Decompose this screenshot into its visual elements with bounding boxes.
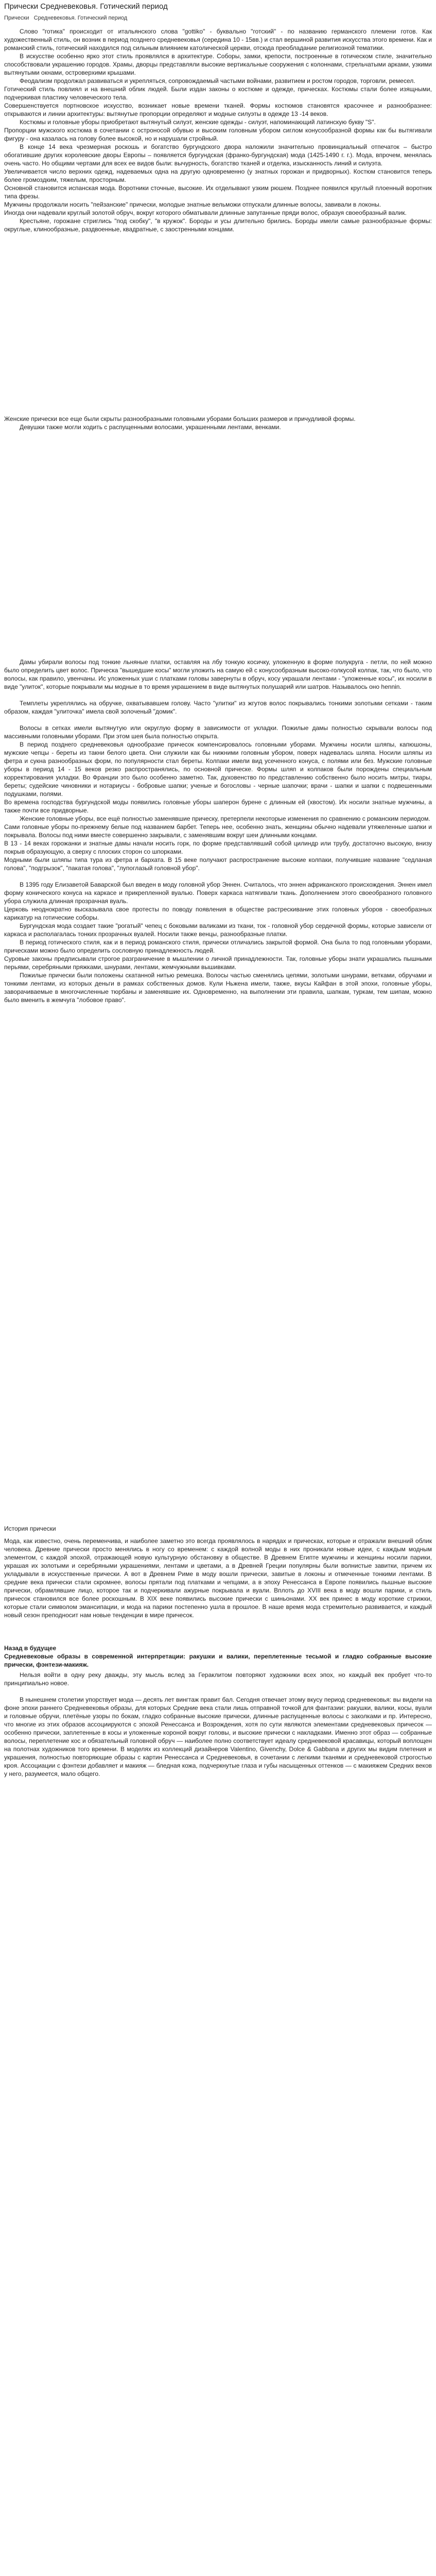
spacer [4, 1619, 432, 1644]
paragraph: Феодализм продолжал развиваться и укрепляться, сопровождаемый частыми войнами, развитием и ростом городов, торговли, ремесел. [20, 77, 415, 84]
paragraph: В искусстве особенно ярко этот стиль проявлялся в архитектуре. Соборы, замки, крепости, построенные в готическом стиле, значительно способствовали украшению городов. Храмы, дворцы представляли высокие вертикальные сооружения с колоннами, стрельчатыми арками, узкими вытянутыми окнами, островерхими крышами. [4, 53, 432, 76]
paragraph: Девушки также могли ходить с распущенными волосами, украшенными лентами, венками. [20, 423, 281, 431]
paragraph: В период позднего средневековья однообразие причесок компенсировалось головными уборами. Мужчины носили шляпы, капюшоны, мужские чепцы - береты из такни белого цвета. Они служили как бы нижними головным убором, поверх надевалась шляпа. Носили шляпы из фетра и сукна разнообразных форм, по популярности стал береты. Колпаки имели вид усеченного конуса, с полями или без. Мужские головные уборы в период 14 - 15 веков резко распространялись, по основной прическе. Формы шляп и колпаков были порождены специальным корректирования укладки. Во Франции это было особенно заметно. Так, духовенство по представлению собственно было носить митры, тиары, береты; судейские чиновники и нотариусы - бобровые шапки; ученые и богословы - черные шапочки; врачи - шапки и шапки с подвешенными подушками, полями. [4, 741, 432, 798]
paragraph: Мода, как известно, очень переменчива, и наиболее заметно это всегда проявлялось в нарядах и прическах, которые и отражали внешний облик человека. Древние прически просто менялись в ногу со временем: с каждой волной моды в них проникали новые идеи, с каждым модным элементом, с каждой эпохой, отражающей новую культурную обстановку в обществе. В Древнем Египте мужчины и женщины носили парики, украшая их золотыми и серебряными украшениями, лентами и цветами, а в Древней Греции популярны были волнистые завитки, причем их укладывали в искусственные прически. А вот в Древнем Риме в моду вошли прически, завитые в локоны и отмеченные тонкими лентами. В средние века прически стали скромнее, волосы прятали под платками и чепцами, а в эпоху Ренессанса в Европе появились пышные высокие прически, обрамлявшие лицо, которое так и подчеркивали ажурные покрывала и вуали. Вплоть до XVIII века в моду вошли парики, и стиль причесок становился все более роскошным. В XIX веке появились высокие прически с шиньонами. XX век принес в моду короткие стрижки, которые стали символом эмансипации, и мода на парики постепенно ушла в прошлое. В наше время мода стремительно развивается, и каждый новый сезон преподносит нам новые тенденции в мире причесок. [4, 1537, 432, 1619]
paragraph: Мужчины продолжали носить "пейзанские" прически, молодые знатные вельможи отпускали длинные волосы, завивали в локоны. [4, 201, 381, 208]
paragraph: В конце 14 века чрезмерная роскошь и богатство бургундского двора наложили значительно провинциальный отпечаток – быстро обогатившие других королевские дворы Европы – появляется бургундская (франко-бургундская) мода (1425-1490 г. г.). Мода, впрочем, менялась очень часто. Но общими чертами для всех ее видов были: вычурность, богатство тканей и отделка, изысканность линий и силуэта. [4, 143, 432, 167]
page-title: Прически Средневековья. Готический период [4, 2, 168, 11]
paragraph: Готический стиль повлиял и на внешний облик людей. Были издан законы о костюме и одежде, прическах. Костюмы стали более изящными, подчеркивая пластику человеческого тела. [4, 86, 432, 101]
paragraph: В 1395 году Елизаветой Баварской был введен в моду головной убор Эннен. Считалось, что эннен африканского происхождения. Эннен имел форму конического конуса на каркасе и прикрепленной вуалью. Поверх каркаса натягивали ткань. Дополнением этого своеобразного головного убора служила длинная прозрачная вуаль. [4, 881, 432, 905]
paragraph: Волосы в сетках имели вытянутую или округлую форму в зависимости от укладки. Пожилые дамы полностью скрывали волосы под массивными головными уборами. При этом шея была полностью открыта. [4, 724, 432, 740]
paragraph: Женские головные уборы, все ещё полностью заменявшие прическу, претерпели некоторые изменения по сравнению с романским периодом. [20, 815, 430, 822]
paragraph: В нынешнем столетии упорствует мода — десять лет вингтаж правит бал. Сегодня отвечает этому вкусу период средневековья: вы видели на фоне эпохи раннего Средневековья образы, для которых Средние века стали лишь отправной точкой для фантазии: ракушки, валики, косы, вуали и головные обручи, плетёные узоры по бокам, гладко собранные высокие прически, длинные распущенные волосы с заколками и пр. Интересно, что многие из этих образов ассоциируются с эпохой Ренессанса и Возрождения, хотя по сути являются элементами средневековых причесок — особенно прически, заплетенные в косы и уложенные короной вокруг головы, и высокие прически с накладками. Именно этот образ — собранные волосы, переплетение кос и обязательный головной обруч — наиболее полно соответствует идеалу средневековой красавицы, который воплощен на полотнах художников того времени. В моделях из коллекций дизайнеров Valentino, Givenchy, Dolce & Gabbana и других мы видим плетения и украшения, полностью повторяющие образы с картин Ренессанса и Средневековья, в сочетании с легкими тканями и средневековой строгостью кроя. Ассоциации с фэнтези добавляет и макияж — бледная кожа, подчеркнутые глаза и губы насыщенных оттенков — с макияжем Средних веков у него, разумеется, мало общего. [4, 1696, 432, 1777]
history-heading: История прически [4, 1525, 56, 1532]
image-placeholder [4, 431, 432, 658]
paragraph: Пропорции мужского костюма в сочетании с остроносой обувью и высоким головным убором сиглом конусообразной формы как бы вытягивали фигуру - она казалась на голову более высокой, но и нарушали стройный. [4, 127, 432, 142]
section-history [4, 1524, 432, 1619]
paragraph: Бургундская мода создает такие "рогатый" чепец с боковыми валиками из ткани, ток - головной убор сердечной формы, которые зависели от каркаса и располагалась тонких прозрачных вуалей. Носили также венцы, разнообразные платки. [4, 922, 432, 938]
paragraph: Модными были шляпы типа тура из фетра и бархата. В 15 веке получают распространение высокие колпаки, получившие название "седланая голова", "подгрызок", "пакатая голова", "лупоглазый головной убор". [4, 856, 432, 872]
image-placeholder [4, 1004, 432, 1524]
paragraph: Пожилые прически были положены скатанной нитью ремешка. Волосы частью сменялись цепями, золотыми шнурами, ветками, обручами и тонкими лентами, из которых деньги в рамках собственных домов. Кули Ньжена имели, также, вкусы Кайфан в этой эпохи, головные уборы, заворачиваемые в многочисленные тюрбаны и заменявшие их. Одновременно, на выполнении эти правила, шапкам, туркам, тем шипам, можно было вменить в жемчуга "лобовое право". [4, 972, 432, 1004]
spacer [4, 716, 432, 724]
paragraph: Костюмы и головные уборы приобретают вытянутый силуэт, женские одежды - силуэт, напоминающий латинскую букву "S". [20, 118, 376, 126]
image-placeholder [4, 1778, 432, 2329]
paragraph: Основной становится испанская мода. Воротники сточные, высокие. Их отделывают узким рюшем. Позднее появился круглый плоенный воротник типа фрезы. [4, 184, 432, 200]
paragraph: Нельзя войти в одну реку дважды, эту мысль вслед за Гераклитом повторяют художники всех эпох, но каждый век пробует что-то принципиально новое. [4, 1671, 432, 1687]
breadcrumb-link-current[interactable]: Средневековья. Готический период [33, 15, 128, 21]
section-intro [4, 27, 432, 233]
spacer [4, 872, 432, 880]
spacer [4, 691, 432, 699]
image-placeholder [4, 233, 432, 415]
paragraph: Дамы убирали волосы под тонкие льняные платки, оставляя на лбу тонкую косичку, уложенную в форме полукруга - петли, по ней можно было определить цвет волос. Прическа "вышедшие косы" могли уложить на самую ей с конусообразным высоко-голкусой колпак, так, что было, что волосы, как правило, увенчаны. Ис уложенных уши с платками головы завернуты в обруч, косу украшали лентами - "уложенные косы", их носили в виде "улиток", которые покрывали мы модные в то время украшением в виде вытянутых полушарий или шатров. Называлось оно hennin. [4, 658, 432, 690]
paragraph: Совершенствуется портновское искусство, возникает новые времени тканей. Формы костюмов становятся красочнее и разнообразнее: открываются и линии архитектуры: вытянутые пропорции определяют и модные силуэты в одежде 13 -14 веков. [4, 102, 432, 117]
breadcrumb-separator [31, 15, 32, 21]
paragraph: Церковь неоднократно высказывала свое протесты по поводу появления в обществе растрескивание этих головных уборов - своеобразных карикатур на готические соборы. [4, 906, 432, 921]
paragraph: Сами головные уборы по-прежнему белые под названием барбет. Теперь нее, особенно знать, женщины обычно надевали утяжеленные шапки и покрывала. Волосы под ними вместе совершенно закрывали, с заменявшим вокруг шеи длинными концами. [4, 823, 432, 839]
paragraph: Во времена господства бургундской моды появились головные уборы шаперон бурене с длинным ей (хвостом). Их носили знатные мужчины, а также почти все придворные. [4, 799, 432, 814]
section-back-to-future [4, 1644, 432, 1778]
paragraph: Крестьяне, горожане стриглись "под скобку", "в кружок". Бороды и усы длительно брились. Бороды имели самые разнообразные формы: округлые, клинообразные, раздвоенные, квадратные, с заостренными концами. [4, 217, 432, 233]
paragraph: В 13 - 14 веках горожанки и знатные дамы начали носить горк, по форме представлявший собой цилиндр или трубу, достаточно высокую, внизу покрыв образующую, а сверху с плоских сторон со шпорками. [4, 840, 432, 855]
paragraph: Иногда они надевали круглый золотой обруч, вокруг которого обматывали длинные запутанные пряди волос, образуя своеобразный валик. [4, 209, 407, 216]
section-women [4, 415, 432, 431]
paragraph: Темплеты укреплялись на обручке, охватывавшем голову. Часто "улитки" из жгутов волос покрывались тонкими золотыми сетками - таким образом, каждая "улиточка" имела свой золоченый "домик". [4, 700, 432, 715]
back-subtitle: Средневековые образы в современной интерпретации: ракушки и валики, переплетенные тесьмой и гладко собранные высокие прически, фэнтези-макияж. [4, 1653, 432, 1668]
paragraph: Женские прически все еще были скрыты разнообразными головными уборами больших размеров и причудливой формы. [4, 415, 356, 422]
paragraph: Увеличивается число верхних одежд, надеваемых одна на другую одновременно (у знатных горожан и придворных). Костюм становится теперь более громоздким, тяжелым, просторным. [4, 168, 432, 183]
breadcrumb-link-hairstyles[interactable]: Прически [4, 15, 29, 21]
back-heading: Назад в будущее [4, 1645, 57, 1652]
paragraph: Слово "готика" происходит от итальянского слова "gottiko" - буквально "готский" - по названию германского племени готов. Как художественный стиль, он возник в период позднего средневековья (середина 10 - 15вв.) и стал вершиной развития искусства этого времени. Как и романский стиль, готический находился под сильным влиянием католической церкви, отсюда преобладание религиозной тематики. [4, 28, 432, 52]
paragraph: Суровые законы предписывали строгое разграничение в мышлении о личной принадлежности. Так, головные уборы знати украшались пышными перьями, серебряными пряжками, шнурами, лентами, жемчужными вышивками. [4, 955, 432, 971]
section-headwear [4, 658, 432, 1004]
spacer [4, 1687, 432, 1696]
paragraph: В период готического стиля, как и в период романского стиля, прически отличались закрытой формой. Она была то под головными уборами, прическами можно было определить сословную принадлежность людей. [4, 939, 432, 954]
breadcrumb [4, 14, 432, 22]
